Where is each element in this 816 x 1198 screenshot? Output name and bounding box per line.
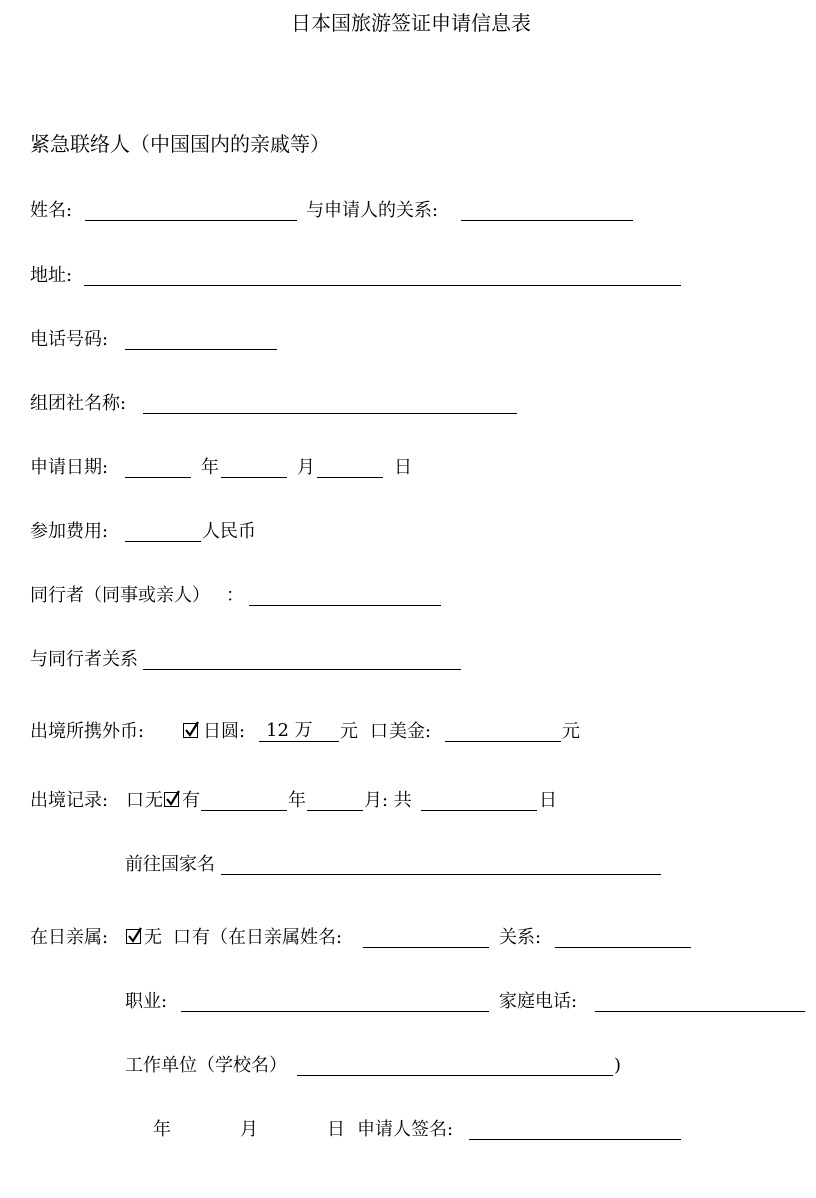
date-day-field[interactable] [317,459,383,478]
exit-none-checkbox[interactable]: 口 [126,790,144,811]
fee-field[interactable] [125,523,201,542]
work-label: 工作单位（学校名） [125,1055,287,1076]
date-month-label: 月 [297,457,315,478]
usd-unit: 元 [562,721,580,742]
relatives-has-label: 有（在日亲属姓名: [192,927,343,948]
signature-field[interactable] [469,1121,681,1140]
job-label: 职业: [125,991,168,1012]
check-icon [126,926,144,946]
work-field[interactable] [297,1057,613,1076]
country-field[interactable] [221,856,661,875]
address-field[interactable] [84,267,681,286]
exit-label: 出境记录: [30,790,109,811]
relatives-label: 在日亲属: [30,927,109,948]
relatives-has-checkbox[interactable]: 口 [173,927,191,948]
home-phone-label: 家庭电话: [499,991,578,1012]
exit-has-checkbox[interactable] [164,792,179,807]
check-icon [183,720,201,740]
companion-relation-field[interactable] [143,651,461,670]
job-field[interactable] [181,993,489,1012]
relative-relation-label: 关系: [499,927,542,948]
yen-label: 日圆: [203,721,246,742]
date-year-label: 年 [201,457,219,478]
relative-name-field[interactable] [363,929,489,948]
signature-year-label: 年 [153,1119,171,1140]
exit-days-field[interactable] [421,792,537,811]
signature-month-label: 月 [240,1119,258,1140]
exit-month-field[interactable] [307,792,363,811]
exit-day-label: 日 [539,790,557,811]
agency-label: 组团社名称: [30,393,127,414]
agency-field[interactable] [143,395,517,414]
signature-label: 申请人签名: [357,1119,454,1140]
yen-value: 12 万 [266,720,313,741]
check-icon [164,789,182,809]
usd-checkbox[interactable]: 口 [370,721,388,742]
name-field[interactable] [85,202,297,221]
yen-unit: 元 [340,721,358,742]
exit-none-label: 无 [145,790,163,811]
phone-field[interactable] [125,331,277,350]
usd-field[interactable] [445,723,561,742]
relation-field[interactable] [461,202,633,221]
close-paren: ) [614,1055,622,1076]
fee-unit: 人民币 [202,521,256,542]
companion-colon: ： [226,585,244,606]
country-label: 前往国家名 [125,854,215,875]
date-day-label: 日 [394,457,412,478]
exit-has-label: 有 [182,790,200,811]
exit-year-field[interactable] [201,792,287,811]
companion-field[interactable] [249,587,441,606]
name-label: 姓名: [30,200,73,221]
relatives-none-checkbox[interactable] [126,929,141,944]
companion-label: 同行者（同事或亲人） [30,585,210,606]
phone-label: 电话号码: [30,329,109,350]
exit-month-label: 月: 共 [364,790,412,811]
section-heading: 紧急联络人（中国国内的亲戚等） [30,132,330,156]
yen-underline [259,741,339,742]
usd-label: 美金: [389,721,432,742]
relative-relation-field[interactable] [555,929,691,948]
relatives-none-label: 无 [144,927,162,948]
home-phone-field[interactable] [595,993,805,1012]
fee-label: 参加费用: [30,521,109,542]
date-year-field[interactable] [125,459,191,478]
relation-label: 与申请人的关系: [306,200,439,221]
yen-checkbox[interactable] [183,723,198,738]
exit-year-label: 年 [288,790,306,811]
signature-day-label: 日 [327,1119,345,1140]
page-title: 日本国旅游签证申请信息表 [291,11,531,35]
address-label: 地址: [30,265,73,286]
date-label: 申请日期: [30,457,109,478]
date-month-field[interactable] [221,459,287,478]
currency-label: 出境所携外币: [30,721,145,742]
companion-relation-label: 与同行者关系 [30,649,138,670]
